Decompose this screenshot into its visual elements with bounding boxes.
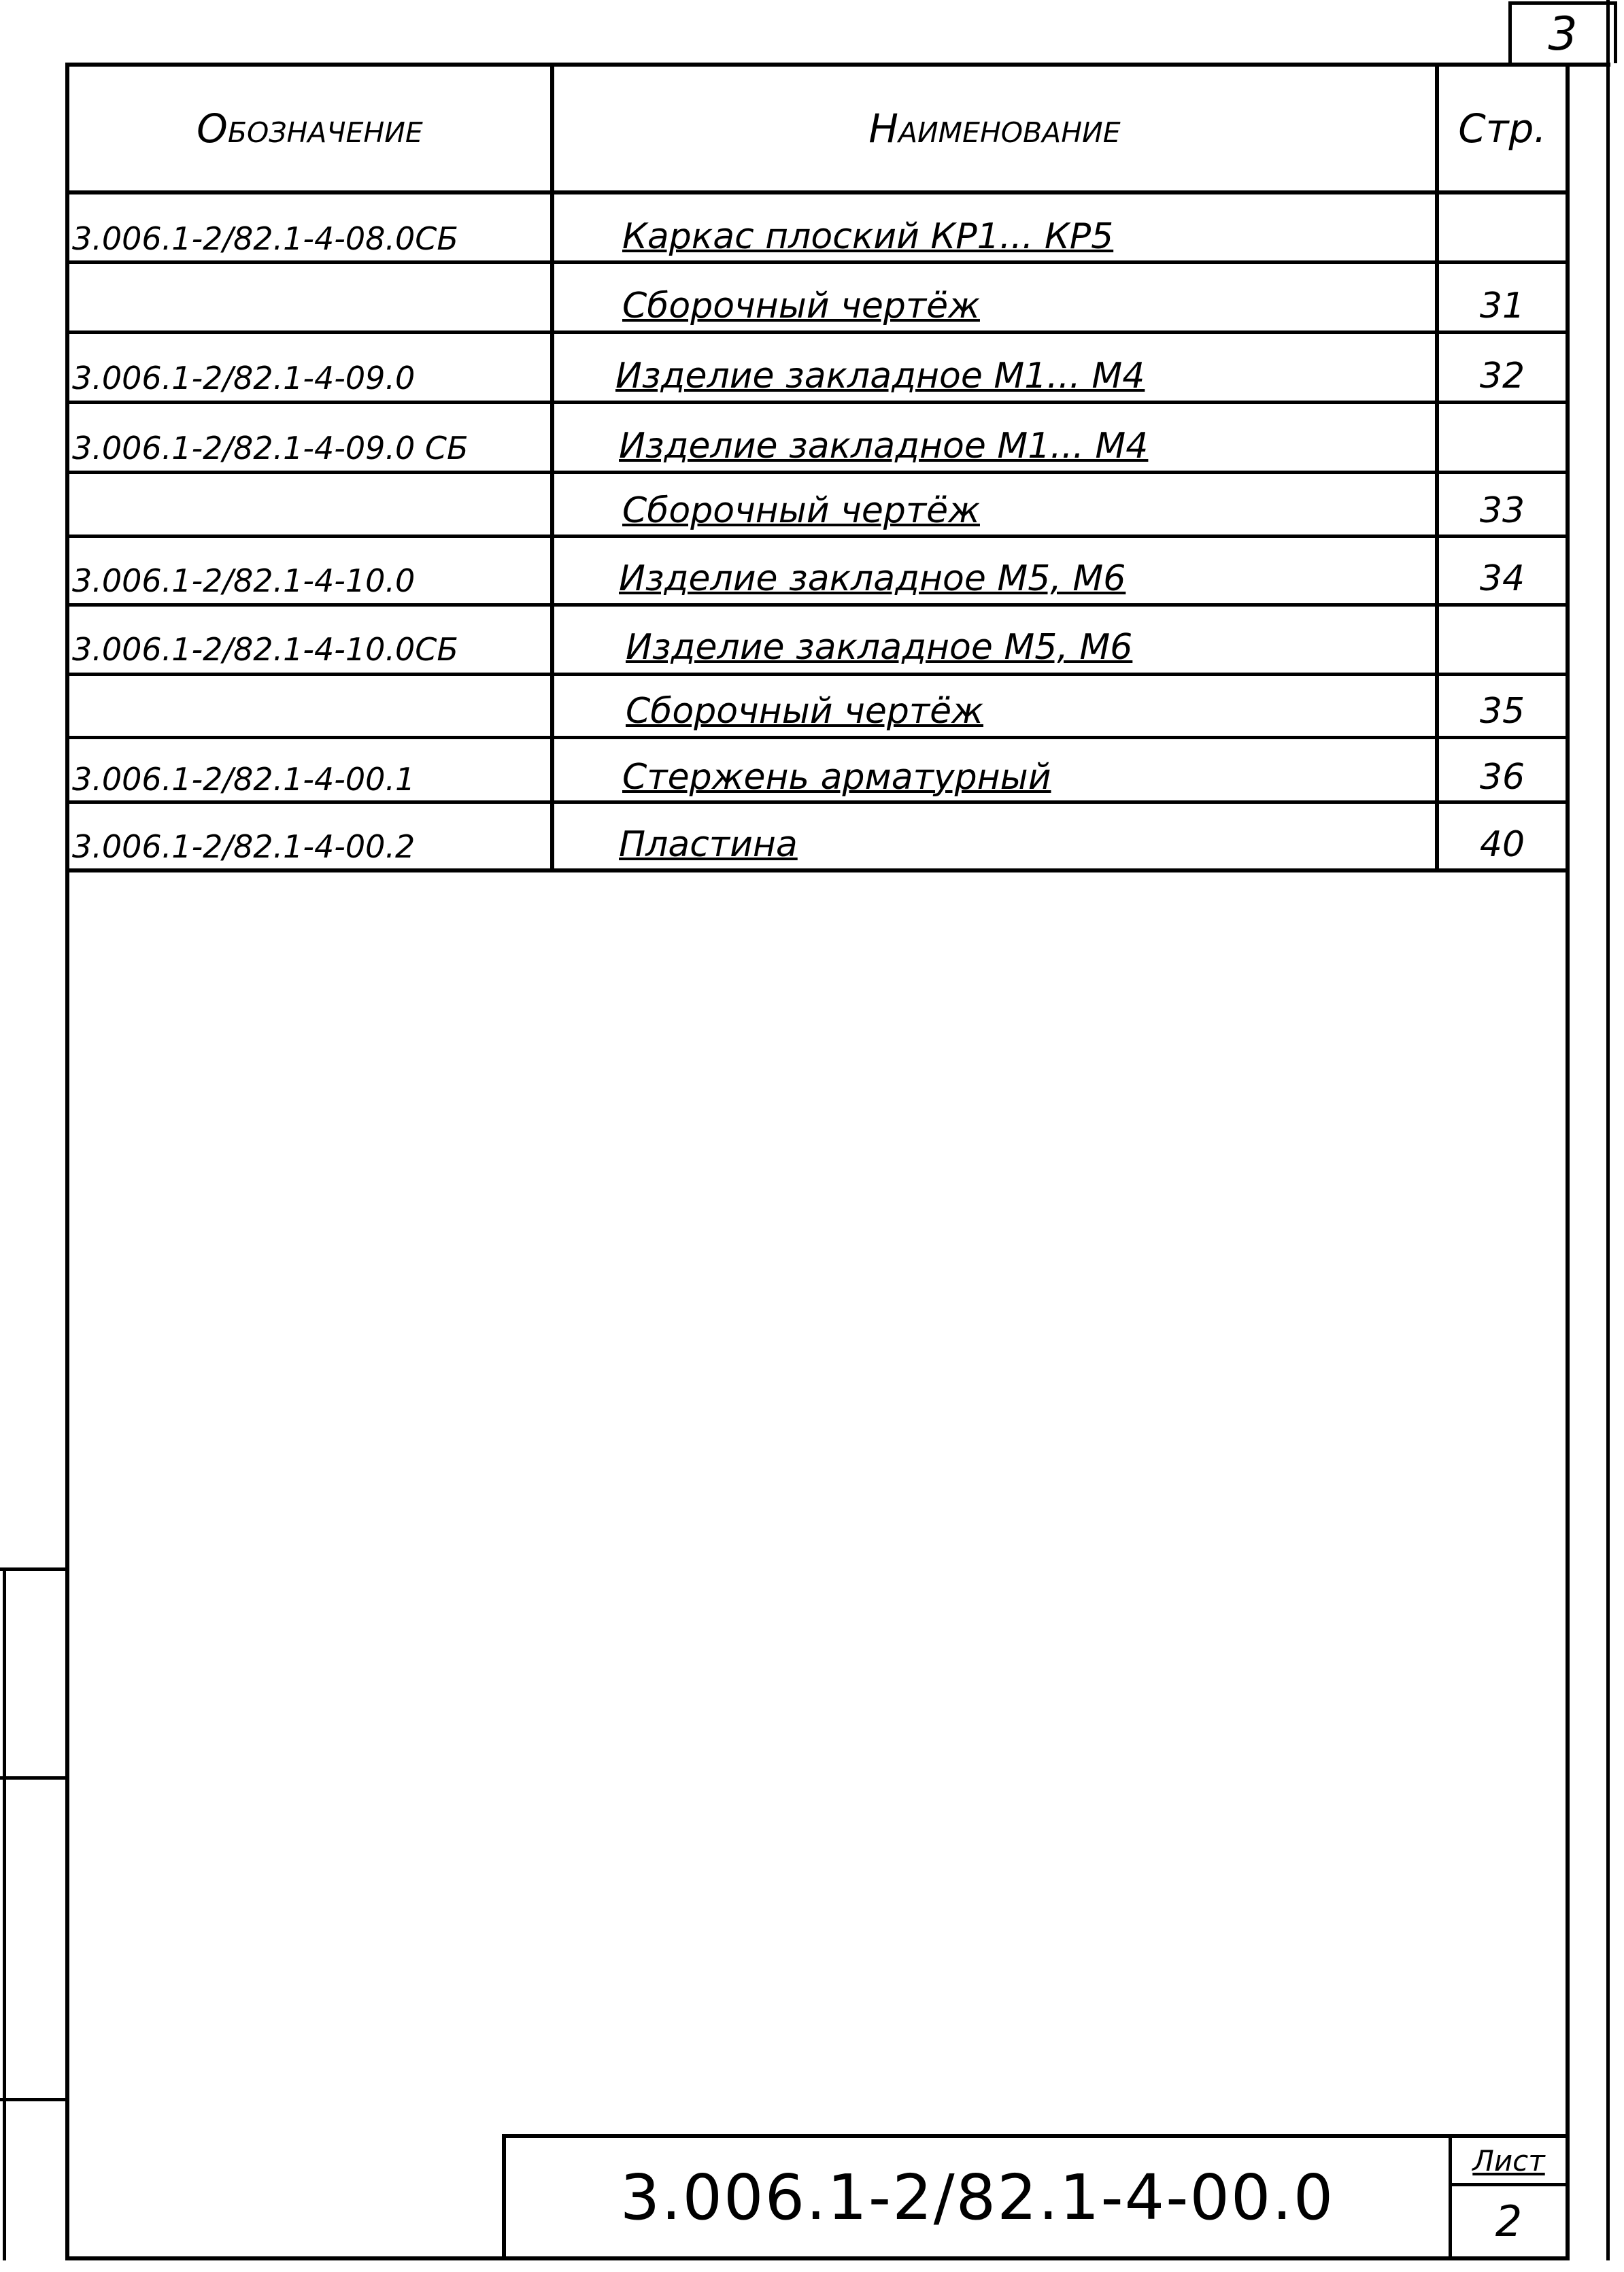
header-page-label: Стр. xyxy=(1458,105,1546,152)
document-code: 3.006.1-2/82.1-4-00.0 xyxy=(620,2160,1335,2234)
header-page xyxy=(1439,67,1566,190)
row-designation: 3.006.1-2/82.1-4-00.2 xyxy=(72,828,416,865)
sheet-number-cell xyxy=(1452,2186,1566,2256)
table-row-page xyxy=(1439,194,1566,257)
row-name: Сборочный чертёж xyxy=(622,490,980,531)
sheet-label: Лист xyxy=(1472,2143,1545,2177)
row-name: Изделие закладное М1... М4 xyxy=(619,426,1149,467)
table-row-name xyxy=(554,607,1435,668)
table-row-name xyxy=(554,474,1435,531)
row-page: 33 xyxy=(1479,490,1525,531)
table-row-page xyxy=(1439,739,1566,798)
sheet-label-cell xyxy=(1452,2138,1566,2183)
document-code-cell xyxy=(506,2138,1449,2256)
table-row xyxy=(69,474,550,531)
sheet-number: 2 xyxy=(1495,2197,1523,2246)
margin-strip-left xyxy=(3,1567,6,2260)
page-number-box xyxy=(1508,1,1617,63)
table-row-name xyxy=(554,404,1435,467)
row-page: 31 xyxy=(1479,286,1525,326)
table-row xyxy=(69,607,550,668)
row-name: Изделие закладное М5, М6 xyxy=(626,627,1133,668)
table-row-page xyxy=(1439,676,1566,732)
table-row-name xyxy=(554,194,1435,257)
table-row xyxy=(69,804,550,865)
table-row-name xyxy=(554,264,1435,326)
row-designation: 3.006.1-2/82.1-4-08.0СБ xyxy=(72,220,458,257)
row-page: 32 xyxy=(1479,356,1525,396)
table-row-page xyxy=(1439,334,1566,396)
header-name xyxy=(554,67,1435,190)
table-row xyxy=(69,194,550,257)
table-row-page xyxy=(1439,264,1566,326)
table-row-page xyxy=(1439,538,1566,599)
table-row xyxy=(69,538,550,599)
row-page: 34 xyxy=(1479,558,1525,599)
table-row xyxy=(69,404,550,467)
table-row-page xyxy=(1439,804,1566,865)
table-row xyxy=(69,739,550,798)
table-row-name xyxy=(554,804,1435,865)
margin-strip-top xyxy=(0,1567,68,1571)
table-row-page xyxy=(1439,404,1566,467)
row-designation: 3.006.1-2/82.1-4-09.0 СБ xyxy=(72,430,469,467)
row-page: 40 xyxy=(1479,824,1525,865)
table-row-name xyxy=(554,676,1435,732)
row-page: 35 xyxy=(1479,691,1525,732)
margin-strip-div2 xyxy=(0,2098,68,2101)
row-designation: 3.006.1-2/82.1-4-00.1 xyxy=(72,761,416,798)
table-row-page xyxy=(1439,607,1566,668)
row-rule-10 xyxy=(65,868,1570,872)
table-row xyxy=(69,264,550,326)
row-name: Изделие закладное М1... М4 xyxy=(615,356,1145,396)
row-designation: 3.006.1-2/82.1-4-09.0 xyxy=(72,360,416,396)
table-row-name xyxy=(554,538,1435,599)
row-designation: 3.006.1-2/82.1-4-10.0СБ xyxy=(72,631,458,668)
row-name: Изделие закладное М5, М6 xyxy=(619,558,1126,599)
margin-strip-div1 xyxy=(0,1776,68,1780)
row-name: Пластина xyxy=(619,824,798,865)
row-name: Сборочный чертёж xyxy=(622,286,980,326)
table-row-name xyxy=(554,739,1435,798)
frame-right xyxy=(1566,63,1570,2260)
table-row-page xyxy=(1439,474,1566,531)
frame-bottom xyxy=(65,2256,1570,2260)
table-row-name xyxy=(554,334,1435,396)
row-designation: 3.006.1-2/82.1-4-10.0 xyxy=(72,562,416,599)
row-page: 36 xyxy=(1479,757,1525,798)
frame-right-outer xyxy=(1606,0,1610,2260)
page-number: 3 xyxy=(1548,7,1578,61)
row-name: Стержень арматурный xyxy=(622,757,1051,798)
row-name: Каркас плоский КР1... КР5 xyxy=(622,216,1114,257)
row-name: Сборочный чертёж xyxy=(626,691,983,732)
header-name-label: Наименование xyxy=(868,105,1121,152)
table-row xyxy=(69,334,550,396)
header-designation-label: Обозначение xyxy=(197,105,423,152)
header-designation xyxy=(69,67,550,190)
table-row xyxy=(69,676,550,732)
